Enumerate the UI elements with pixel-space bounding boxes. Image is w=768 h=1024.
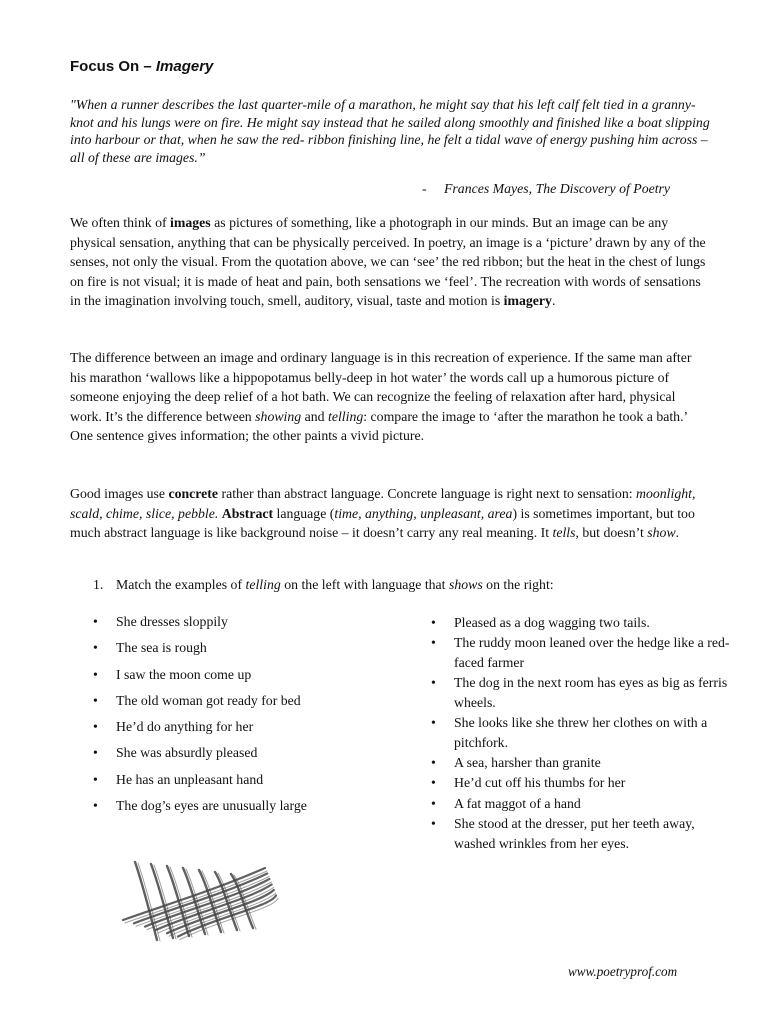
text-run: The difference between an image and ordinary language is in this recreation of experience. If the same man after his marathon ‘wallows like a hippopotamus belly-deep in hot water’ the words call up a humorous picture of someone enjoying the deep relief of a hot bath. We can recognize the feeling of relaxation after hard, physical work. It’s the difference between (70, 350, 692, 424)
list-item: • He has an unpleasant hand (93, 771, 413, 797)
paragraph-difference (70, 348, 706, 446)
title-prefix: Focus On – (70, 58, 156, 75)
italic-term: showing (255, 408, 302, 424)
list-item: • The sea is rough (93, 639, 413, 665)
text-run: as pictures of something, like a photograph in our minds. But an image can be any physical sensation, anything that can be physically perceived. In poetry, an image is a ‘picture’ drawn by any of the senses, not only the visual. From the quotation above, we can ‘see’ the red ribbon; but the heat in the chest of lungs on fire is not visual; it is made of heat and pain, both sensations we ‘feel’. The recreation with words of sensations in the imagination involving touch, smell, auditory, visual, taste and motion is (70, 215, 706, 309)
italic-term: telling (328, 408, 364, 424)
text-run: rather than abstract language. Concrete language is right next to sensation: (218, 486, 637, 501)
list-item: • The old woman got ready for bed (93, 692, 413, 718)
text-run: : compare the image to ‘after the marathon he took a bath.’ One sentence gives information; the other paints a vivid picture. (70, 408, 688, 444)
italic-term: tells (552, 525, 576, 541)
italic-term: moonlight, scald, chime, slice, pebble. (70, 486, 696, 521)
attribution-dash: - (422, 181, 427, 196)
paragraph-images (70, 213, 706, 311)
text-run: language ( (273, 505, 335, 521)
quote-attribution (422, 181, 670, 197)
exercise-question (93, 577, 554, 593)
list-item: • She stood at the dresser, put her teeth away, washed wrinkles from her eyes. (431, 814, 731, 854)
attribution-text: Frances Mayes, The Discovery of Poetry (444, 181, 671, 196)
woven-mesh-icon (115, 850, 285, 950)
italic-term: time, anything, unpleasant, area (334, 505, 513, 521)
page-title (70, 58, 213, 75)
question-number: 1. (93, 577, 104, 592)
text-run: ) is sometimes important, but too much abstract language is like background noise – it doesn’t carry any real meaning. It (70, 505, 695, 541)
text-run: We often think of (70, 215, 171, 230)
website-footer: www.poetryprof.com (568, 964, 678, 979)
bold-term: concrete (168, 486, 219, 501)
text-run: . (675, 525, 680, 541)
bold-term: imagery (503, 293, 552, 309)
list-item: • A fat maggot of a hand (431, 794, 731, 814)
text-run: , but doesn’t (575, 525, 648, 541)
list-item: • He’d do anything for her (93, 718, 413, 744)
telling-list (93, 613, 413, 823)
list-item: • She dresses sloppily (93, 613, 413, 639)
italic-term: shows (448, 577, 483, 592)
italic-term: telling (245, 577, 281, 592)
italic-term: show (647, 525, 676, 541)
paragraph-concrete (70, 484, 706, 543)
bold-term: Abstract (221, 505, 274, 521)
title-emphasis: Imagery (155, 58, 214, 75)
list-item: • She looks like she threw her clothes on with a pitchfork. (431, 713, 731, 753)
text-run: on the right: (482, 577, 554, 592)
text-run: and (301, 408, 328, 424)
list-item: • The dog’s eyes are unusually large (93, 797, 413, 823)
text-run: Good images use (70, 486, 169, 501)
text-run: on the left with language that (280, 577, 449, 592)
text-run: Match the examples of (116, 577, 246, 592)
list-item: • A sea, harsher than granite (431, 753, 731, 773)
list-item: • Pleased as a dog wagging two tails. (431, 613, 731, 633)
epigraph-quote: "When a runner describes the last quarter-mile of a marathon, he might say that his left calf felt tied in a granny-knot and his lungs were on fire. He might say instead that he sailed along smoothly and finished like a boat slipping into harbour or that, when he saw the red- ribbon finishing line, he felt a tidal wave of energy pushing him across – all of these are images.” (70, 97, 710, 165)
bold-term: images (170, 215, 211, 230)
showing-list (431, 613, 731, 854)
list-item: • The dog in the next room has eyes as big as ferris wheels. (431, 673, 731, 713)
list-item: • The ruddy moon leaned over the hedge like a red-faced farmer (431, 633, 731, 673)
list-item: • He’d cut off his thumbs for her (431, 773, 731, 793)
text-run: . (551, 293, 556, 309)
list-item: • I saw the moon come up (93, 666, 413, 692)
list-item: • She was absurdly pleased (93, 744, 413, 770)
